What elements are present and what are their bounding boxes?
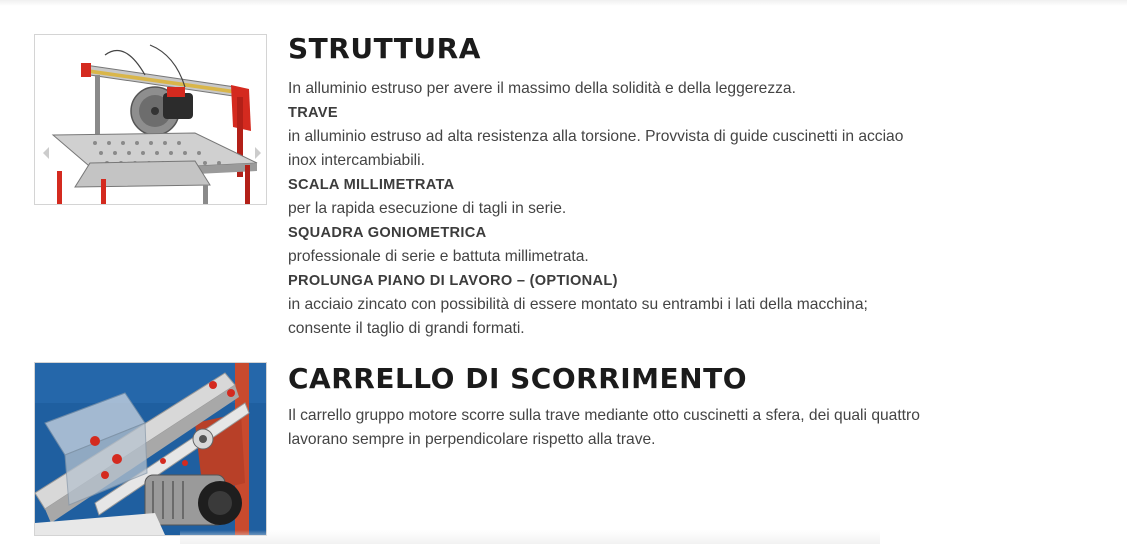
sliding-carriage-image <box>34 362 267 536</box>
top-divider <box>0 0 1127 6</box>
item-text-line: consente il taglio di grandi formati. <box>288 320 525 337</box>
section-text-line: lavorano sempre in perpendicolare rispetto alla trave. <box>288 431 656 448</box>
item-text-line: professionale di serie e battuta millimetrata. <box>288 248 589 265</box>
item-heading-prolunga: PROLUNGA PIANO DI LAVORO – (OPTIONAL) <box>288 273 618 289</box>
section-title: STRUTTURA <box>288 32 481 65</box>
section-intro: In alluminio estruso per avere il massimo della solidità e della leggerezza. <box>288 80 796 97</box>
item-text-line: per la rapida esecuzione di tagli in serie. <box>288 200 567 217</box>
item-heading-scala: SCALA MILLIMETRATA <box>288 177 455 193</box>
tile-saw-machine-image <box>34 34 267 205</box>
item-text-line: in acciaio zincato con possibilità di essere montato su entrambi i lati della macchina; <box>288 296 868 313</box>
item-text-line: in alluminio estruso ad alta resistenza alla torsione. Provvista di guide cuscinetti in acciao <box>288 128 904 145</box>
section-title: CARRELLO DI SCORRIMENTO <box>288 362 747 395</box>
item-heading-trave: TRAVE <box>288 105 338 121</box>
item-heading-squadra: SQUADRA GONIOMETRICA <box>288 225 487 241</box>
item-text-line: inox intercambiabili. <box>288 152 425 169</box>
section-text-line: Il carrello gruppo motore scorre sulla trave mediante otto cuscinetti a sfera, dei quali quattro <box>288 407 920 424</box>
bottom-shadow <box>180 530 880 544</box>
